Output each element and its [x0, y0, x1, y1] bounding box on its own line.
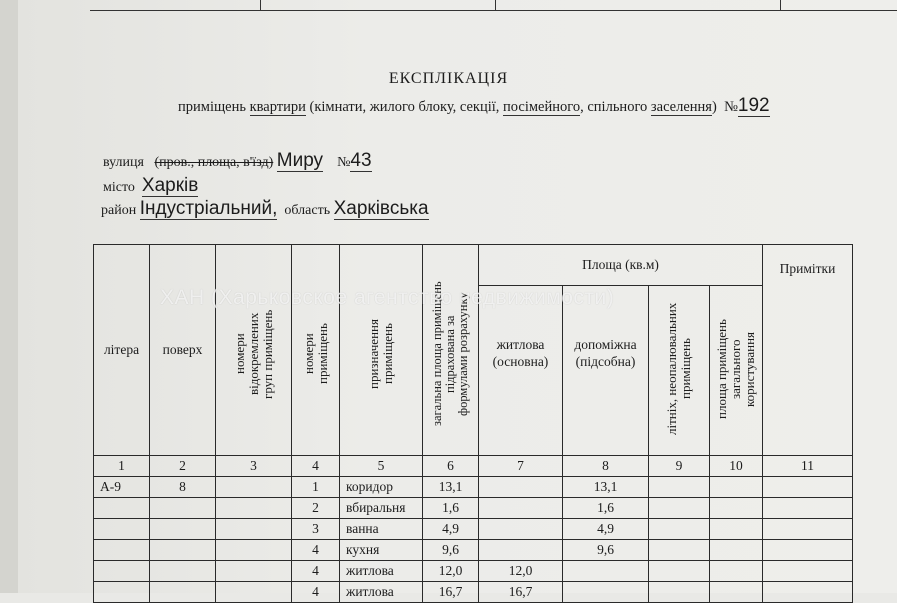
- cell-living: [479, 519, 563, 540]
- cell-common: [710, 498, 763, 519]
- header-notes: Примітки: [763, 245, 853, 456]
- cell-room: 3: [292, 519, 340, 540]
- cell-common: [710, 540, 763, 561]
- cell-notes: [763, 477, 853, 498]
- table-row: [94, 561, 853, 582]
- cell-litera: А-9: [94, 477, 150, 498]
- subtitle-apartment: квартири: [249, 99, 306, 115]
- col-num: 4: [292, 456, 340, 477]
- header-litera: літера: [94, 245, 150, 456]
- subtitle-mid: (кімнати, жилого блоку, секції,: [309, 99, 500, 115]
- header-common-text: площа приміщень загального користування: [714, 319, 757, 419]
- header-purpose: [340, 245, 423, 456]
- subtitle-family: посімейного: [503, 99, 581, 115]
- cell-purpose: коридор: [340, 477, 423, 498]
- house-number: 43: [350, 150, 372, 171]
- cell-group: [216, 561, 292, 582]
- cell-litera: [94, 498, 150, 519]
- cell-room: 4: [292, 561, 340, 582]
- header-group-numbers-text: номери відокремлених груп приміщень: [231, 309, 275, 399]
- table-row: [94, 540, 853, 561]
- header-total-area-text: загальна площа приміщень підрахована за формулами розрахунку: [430, 281, 470, 427]
- cell-group: [216, 519, 292, 540]
- cell-room: 4: [292, 582, 340, 603]
- header-room-numbers: [292, 245, 340, 456]
- cell-living: [479, 477, 563, 498]
- cell-aux: 13,1: [563, 477, 649, 498]
- cell-floor: [150, 561, 216, 582]
- street-line: [103, 150, 372, 172]
- cell-floor: [150, 582, 216, 603]
- cell-room: 4: [292, 540, 340, 561]
- header-summer: [649, 286, 710, 456]
- cell-room: 1: [292, 477, 340, 498]
- cell-total: 16,7: [423, 582, 479, 603]
- cell-purpose: житлова: [340, 561, 423, 582]
- header-auxiliary: [563, 286, 649, 456]
- house-label: №: [337, 155, 351, 170]
- subtitle-prefix: приміщень: [178, 99, 246, 115]
- table-row: [94, 477, 853, 498]
- city-label: місто: [103, 180, 135, 195]
- cell-living: 12,0: [479, 561, 563, 582]
- cell-common: [710, 582, 763, 603]
- cell-notes: [763, 540, 853, 561]
- col-num: 8: [563, 456, 649, 477]
- cell-purpose: житлова: [340, 582, 423, 603]
- header-room-numbers-text: номери приміщень: [300, 323, 330, 385]
- cell-living: 16,7: [479, 582, 563, 603]
- cell-floor: [150, 498, 216, 519]
- cell-litera: [94, 519, 150, 540]
- cell-summer: [649, 561, 710, 582]
- street-alt-types: (пров., площа, в'їзд): [154, 155, 274, 170]
- cell-litera: [94, 561, 150, 582]
- subtitle-settlement: заселення: [650, 99, 712, 115]
- cell-aux: [563, 561, 649, 582]
- cell-summer: [649, 540, 710, 561]
- cell-common: [710, 477, 763, 498]
- header-purpose-text: призначення приміщень: [366, 319, 395, 389]
- cell-notes: [763, 519, 853, 540]
- subtitle-close: ): [711, 99, 717, 115]
- page-fold-shadow: [0, 0, 18, 593]
- col-num: 2: [150, 456, 216, 477]
- number-label: №: [724, 99, 738, 115]
- cell-group: [216, 540, 292, 561]
- cell-litera: [94, 582, 150, 603]
- cell-summer: [649, 498, 710, 519]
- region-value: Харківська: [333, 198, 429, 219]
- header-living: [479, 286, 563, 456]
- district-line: [101, 198, 429, 220]
- table-row: [94, 519, 853, 540]
- col-num: 7: [479, 456, 563, 477]
- col-num: 11: [763, 456, 853, 477]
- cell-notes: [763, 498, 853, 519]
- cell-room: 2: [292, 498, 340, 519]
- col-num: 9: [649, 456, 710, 477]
- cell-aux: [563, 582, 649, 603]
- cell-group: [216, 498, 292, 519]
- cell-litera: [94, 540, 150, 561]
- apartment-number: 192: [737, 95, 770, 116]
- cell-total: 9,6: [423, 540, 479, 561]
- header-living-text: житлова (основна): [492, 337, 549, 369]
- cell-summer: [649, 477, 710, 498]
- agency-watermark: ХАН (Харьковское агентство недвижимости): [160, 286, 615, 309]
- cell-total: 4,9: [423, 519, 479, 540]
- cell-floor: [150, 540, 216, 561]
- table-row: [94, 582, 853, 603]
- cell-purpose: вбиральня: [340, 498, 423, 519]
- document-subtitle: [178, 95, 770, 117]
- cell-notes: [763, 582, 853, 603]
- header-floor: поверх: [150, 245, 216, 456]
- column-number-row: [94, 456, 853, 477]
- region-label: область: [284, 203, 331, 218]
- cell-summer: [649, 519, 710, 540]
- district-value: Індустріальний,: [139, 198, 278, 219]
- cell-living: [479, 498, 563, 519]
- city-value: Харків: [141, 175, 199, 196]
- street-label: вулиця: [103, 155, 144, 170]
- header-common: [710, 286, 763, 456]
- cell-living: [479, 540, 563, 561]
- subtitle-shared: , спільного: [580, 99, 648, 115]
- cell-total: 13,1: [423, 477, 479, 498]
- cell-notes: [763, 561, 853, 582]
- cell-floor: [150, 519, 216, 540]
- cell-common: [710, 561, 763, 582]
- header-group-numbers: [216, 245, 292, 456]
- col-num: 5: [340, 456, 423, 477]
- document-title: ЕКСПЛІКАЦІЯ: [388, 70, 509, 87]
- cell-common: [710, 519, 763, 540]
- cell-total: 1,6: [423, 498, 479, 519]
- cell-summer: [649, 582, 710, 603]
- cell-total: 12,0: [423, 561, 479, 582]
- header-auxiliary-text: допоміжна (підсобна): [574, 337, 637, 369]
- cell-purpose: ванна: [340, 519, 423, 540]
- top-table-edge: [90, 0, 897, 11]
- cell-group: [216, 582, 292, 603]
- cell-purpose: кухня: [340, 540, 423, 561]
- cell-group: [216, 477, 292, 498]
- col-num: 1: [94, 456, 150, 477]
- cell-aux: 9,6: [563, 540, 649, 561]
- city-line: [103, 175, 198, 197]
- street-value: Миру: [276, 150, 324, 171]
- cell-aux: 4,9: [563, 519, 649, 540]
- col-num: 6: [423, 456, 479, 477]
- cell-aux: 1,6: [563, 498, 649, 519]
- cell-floor: 8: [150, 477, 216, 498]
- header-area-group: Площа (кв.м): [479, 245, 763, 286]
- header-total-area: [423, 245, 479, 456]
- col-num: 3: [216, 456, 292, 477]
- district-label: район: [101, 203, 137, 218]
- header-summer-text: літніх, неопалювальних приміщень: [664, 302, 693, 436]
- col-num: 10: [710, 456, 763, 477]
- table-row: [94, 498, 853, 519]
